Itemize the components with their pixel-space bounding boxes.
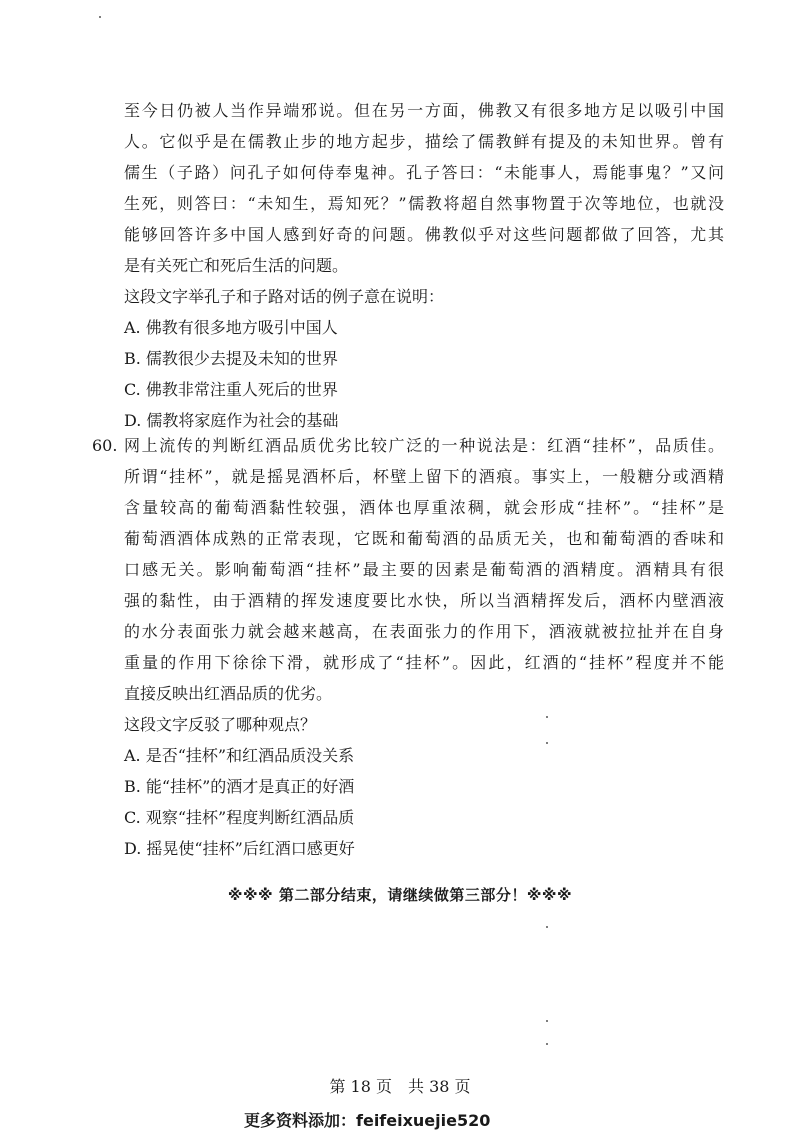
option-c: C. 观察“挂杯”程度判断红酒品质 xyxy=(124,808,355,827)
passage-line: 生死，则答曰：“未知生，焉知死？”儒教将超自然事物置于次等地位，也就没 xyxy=(124,194,724,213)
passage-line: 网上流传的判断红酒品质优劣比较广泛的一种说法是：红酒“挂杯”，品质佳。 xyxy=(124,436,724,455)
scan-speck xyxy=(546,926,548,928)
option-d: D. 摇晃使“挂杯”后红酒口感更好 xyxy=(124,839,355,858)
passage-line: 人。它似乎是在儒教止步的地方起步，描绘了儒教鲜有提及的未知世界。曾有 xyxy=(124,132,724,151)
scan-speck xyxy=(546,742,548,744)
passage-line: 强的黏性，由于酒精的挥发速度要比水快，所以当酒精挥发后，酒杯内壁酒液 xyxy=(124,591,724,610)
page-number: 第 18 页 共 38 页 xyxy=(329,1077,471,1096)
scan-speck xyxy=(546,716,548,718)
option-c: C. 佛教非常注重人死后的世界 xyxy=(124,380,338,399)
passage-line: 重量的作用下徐徐下滑，就形成了“挂杯”。因此，红酒的“挂杯”程度并不能 xyxy=(124,653,724,672)
passage-line: 儒生（子路）问孔子如何侍奉鬼神。孔子答曰：“未能事人，焉能事鬼？”又问 xyxy=(124,163,724,182)
scan-speck xyxy=(546,1043,548,1045)
option-b: B. 儒教很少去提及未知的世界 xyxy=(124,349,338,368)
passage-line: 是有关死亡和死后生活的问题。 xyxy=(124,256,349,275)
contact-note: 更多资料添加：feifeixuejie520 xyxy=(244,1111,491,1130)
q59-question: 这段文字举孔子和子路对话的例子意在说明： xyxy=(124,287,445,306)
question-number: 60. xyxy=(92,436,118,455)
option-a: A. 佛教有很多地方吸引中国人 xyxy=(124,318,338,337)
passage-line: 至今日仍被人当作异端邪说。但在另一方面，佛教又有很多地方足以吸引中国 xyxy=(124,101,724,120)
scan-speck xyxy=(99,16,101,18)
passage-line: 含量较高的葡萄酒黏性较强，酒体也厚重浓稠，就会形成“挂杯”。“挂杯”是 xyxy=(124,498,724,517)
option-d: D. 儒教将家庭作为社会的基础 xyxy=(124,411,339,430)
option-b: B. 能“挂杯”的酒才是真正的好酒 xyxy=(124,777,355,796)
passage-line: 葡萄酒酒体成熟的正常表现，它既和葡萄酒的品质无关，也和葡萄酒的香味和 xyxy=(124,529,724,548)
passage-line: 直接反映出红酒品质的优劣。 xyxy=(124,684,333,703)
passage-line: 的水分表面张力就会越来越高，在表面张力的作用下，酒液就被拉扯并在自身 xyxy=(124,622,724,641)
passage-line: 所谓“挂杯”，就是摇晃酒杯后，杯壁上留下的酒痕。事实上，一般糖分或酒精 xyxy=(124,467,724,486)
passage-line: 能够回答许多中国人感到好奇的问题。佛教似乎对这些问题都做了回答，尤其 xyxy=(124,225,724,244)
scan-speck xyxy=(546,1020,548,1022)
option-a: A. 是否“挂杯”和红酒品质没关系 xyxy=(124,746,355,765)
passage-line: 口感无关。影响葡萄酒“挂杯”最主要的因素是葡萄酒的酒精度。酒精具有很 xyxy=(124,560,724,579)
q60-question: 这段文字反驳了哪种观点？ xyxy=(124,715,317,734)
section-end-notice: ※※※ 第二部分结束，请继续做第三部分！※※※ xyxy=(227,886,573,904)
